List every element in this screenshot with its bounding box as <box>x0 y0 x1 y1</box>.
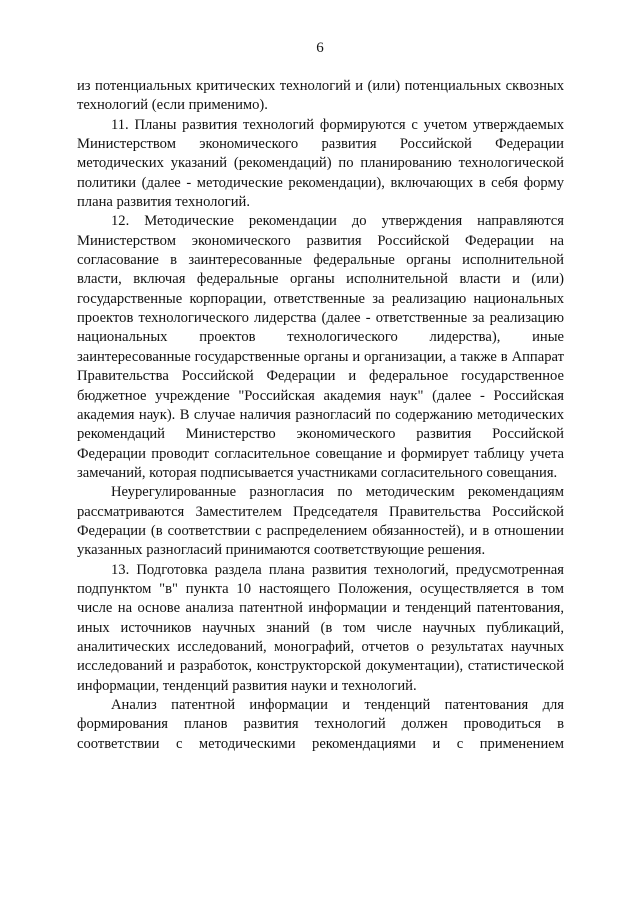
page-number: 6 <box>316 40 324 56</box>
paragraph-disagreements: Неурегулированные разногласия по методическим рекомендациям рассматриваются Заместителем Председателя Правительства Российской Федерации (в соответствии с распределением обязанностей), и в отношении указанных разногласий принимаются соответствующие решения. <box>77 484 564 559</box>
document-body <box>77 77 564 754</box>
paragraph-13: 13. Подготовка раздела плана развития технологий, предусмотренная подпунктом "в" пункта 10 настоящего Положения, осуществляется в том числе на основе анализа патентной информации и тенденций патентования, иных источников научных знаний (в том числе научных публикаций, аналитических исследований, монографий, отчетов о результатах научных исследований и разработок, конструкторской документации), статистической информации, тенденций развития науки и технологий. <box>77 561 564 694</box>
paragraph-continuation: из потенциальных критических технологий и (или) потенциальных сквозных технологий (если применимо). <box>77 78 564 114</box>
paragraph-patent-analysis: Анализ патентной информации и тенденций патентования для формирования планов развития технологий должен проводиться в соответствии с методическими рекомендациями и с применением <box>77 697 564 752</box>
paragraph-11: 11. Планы развития технологий формируются с учетом утверждаемых Министерством экономического развития Российской Федерации методических указаний (рекомендаций) по планированию технологической политики (далее - методические рекомендации), включающих в себя форму плана развития технологий. <box>77 116 564 211</box>
paragraph-12: 12. Методические рекомендации до утверждения направляются Министерством экономического развития Российской Федерации на согласование в заинтересованные федеральные органы исполнительной власти, включая федеральные органы исполнительной власти и (или) государственные корпорации, ответственные за реализацию национальных проектов технологического лидерства (далее - ответственные за реализацию национальных проектов технологического лидерства), иные заинтересованные государственные органы и организации, а также в Аппарат Правительства Российской Федерации и федеральное государственное бюджетное учреждение "Российская академия наук" (далее - Российская академия наук). В случае наличия разногласий по содержанию методических рекомендаций Министерство экономического развития Российской Федерации проводит согласительное совещание и формирует таблицу учета замечаний, которая подписывается участниками согласительного совещания. <box>77 213 564 481</box>
